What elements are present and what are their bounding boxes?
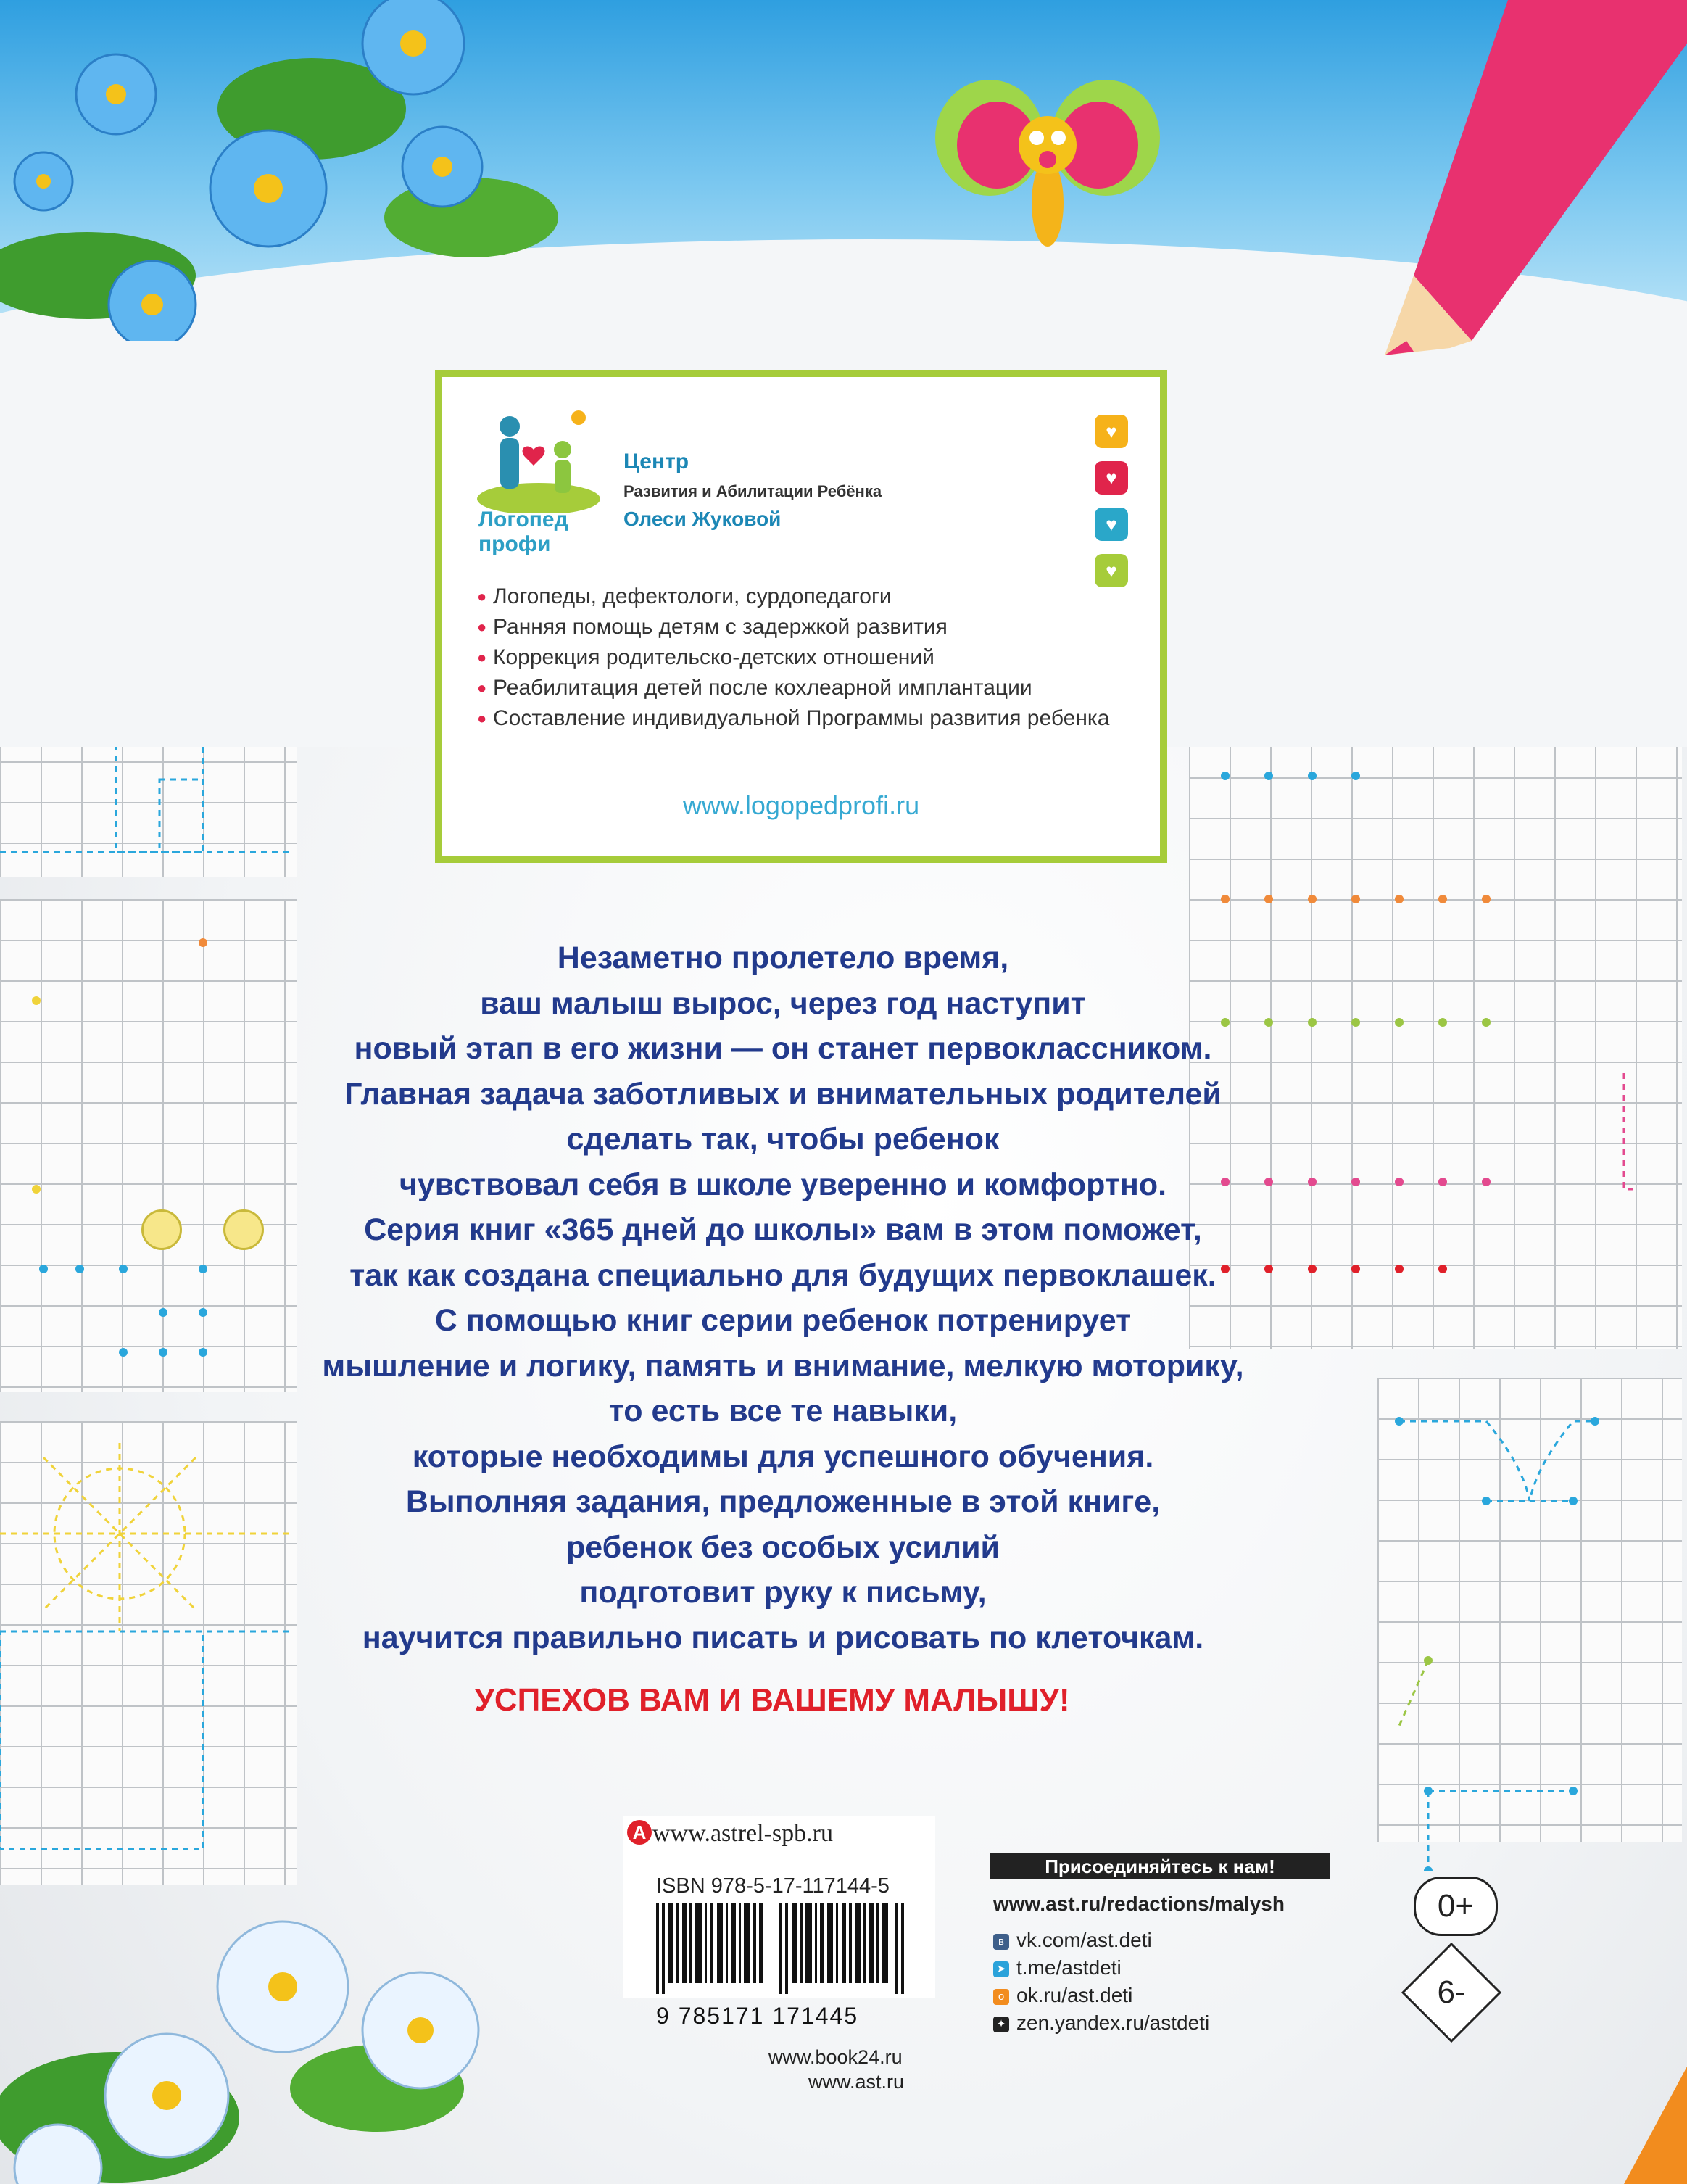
- age-recommended-badge: [1401, 1942, 1502, 2043]
- intro-line: мышление и логику, память и внимание, мелкую моторику,: [322, 1348, 1244, 1383]
- social-link-odnoklassniki[interactable]: [993, 1984, 1132, 2007]
- intro-line: Главная задача заботливых и внимательных родителей: [344, 1076, 1222, 1112]
- intro-line: ваш малыш вырос, через год наступит: [480, 985, 1086, 1021]
- heart-icon-blue: ♥: [1095, 508, 1128, 541]
- service-item: ● Ранняя помощь детям с задержкой развития: [477, 612, 1122, 642]
- intro-line: чувствовал себя в школе уверенно и комфортно.: [399, 1167, 1167, 1202]
- age-rating-badge: 0+: [1414, 1877, 1498, 1936]
- flowers-bottom-left: [0, 1878, 507, 2184]
- social-link-text: ok.ru/ast.deti: [1016, 1984, 1133, 2006]
- social-link-vk[interactable]: [993, 1929, 1152, 1952]
- service-item: ● Составление индивидуальной Программы развития ребенка: [477, 703, 1122, 734]
- center-subtitle: Развития и Абилитации Ребёнка: [623, 482, 882, 500]
- intro-line: С помощью книг серии ребенок потренирует: [434, 1303, 1132, 1338]
- age-recommended-text: 6-: [1437, 1974, 1466, 2010]
- intro-line: подготовит руку к письму,: [579, 1575, 987, 1610]
- telegram-icon: ➤: [993, 1961, 1009, 1977]
- social-link-text: t.me/astdeti: [1016, 1956, 1122, 1979]
- pencil: [1232, 0, 1687, 377]
- service-item: ● Реабилитация детей после кохлеарной имплантации: [477, 673, 1122, 703]
- social-link-zen[interactable]: [993, 2011, 1209, 2035]
- intro-line: которые необходимы для успешного обучения.: [412, 1439, 1154, 1474]
- intro-line: Незаметно пролетело время,: [557, 940, 1009, 975]
- services-list: [477, 582, 1122, 734]
- vk-icon: в: [993, 1934, 1009, 1950]
- social-link-text: vk.com/ast.deti: [1016, 1929, 1152, 1951]
- heart-icon-yellow: ♥: [1095, 415, 1128, 448]
- barcode-digits: 9 785171 171445: [656, 2003, 859, 2029]
- join-us-banner: Присоединяйтесь к нам!: [990, 1853, 1330, 1879]
- intro-line: новый этап в его жизни — он станет первоклассником.: [354, 1031, 1212, 1066]
- heart-icon-red: ♥: [1095, 461, 1128, 495]
- publisher-website-link[interactable]: www.astrel-spb.ru: [652, 1820, 833, 1847]
- logoped-center-box: [435, 370, 1167, 863]
- logoped-logo-icon: [470, 405, 608, 513]
- logoped-logo-text: Логопед профи: [478, 508, 568, 556]
- social-link-telegram[interactable]: [993, 1956, 1122, 1980]
- isbn: ISBN 978-5-17-117144-5: [656, 1874, 890, 1898]
- astrel-logo-icon: A: [627, 1820, 652, 1845]
- social-link-text: zen.yandex.ru/astdeti: [1016, 2011, 1210, 2034]
- intro-text: [283, 935, 1283, 1660]
- redactions-link[interactable]: www.ast.ru/redactions/malysh: [993, 1893, 1285, 1915]
- center-title: Центр: [623, 450, 689, 473]
- odnoklassniki-icon: о: [993, 1989, 1009, 2005]
- intro-line: то есть все те навыки,: [608, 1394, 958, 1428]
- heart-icon-green: ♥: [1095, 554, 1128, 587]
- flowers-top-left: [0, 0, 565, 341]
- butterfly: [928, 44, 1167, 283]
- intro-line: Выполняя задания, предложенные в этой книге,: [405, 1484, 1161, 1519]
- intro-line: научится правильно писать и рисовать по клеточкам.: [362, 1620, 1204, 1655]
- intro-line: так как создана специально для будущих первоклашек.: [349, 1257, 1216, 1293]
- ast-link[interactable]: www.ast.ru: [808, 2071, 905, 2093]
- yellow-circle-3: [141, 1209, 182, 1250]
- zen-icon: ✦: [993, 2017, 1009, 2032]
- service-item: ● Логопеды, дефектологи, сурдопедагоги: [477, 582, 1122, 612]
- intro-line: Серия книг «365 дней до школы» вам в этом поможет,: [364, 1212, 1202, 1247]
- center-name: Олеси Жуковой: [623, 508, 782, 530]
- slogan: УСПЕХОВ ВАМ И ВАШЕМУ МАЛЫШУ!: [474, 1682, 1070, 1718]
- intro-line: сделать так, чтобы ребенок: [566, 1122, 1000, 1157]
- yellow-circle-4: [223, 1209, 264, 1250]
- barcode-icon: [656, 1903, 913, 1994]
- intro-line: ребенок без особых усилий: [566, 1529, 1000, 1565]
- service-item: ● Коррекция родительско-детских отношений: [477, 642, 1122, 673]
- book24-link[interactable]: www.book24.ru: [768, 2046, 903, 2068]
- pencil-bottom: [1595, 2067, 1687, 2184]
- center-website-link[interactable]: www.logopedprofi.ru: [682, 790, 920, 820]
